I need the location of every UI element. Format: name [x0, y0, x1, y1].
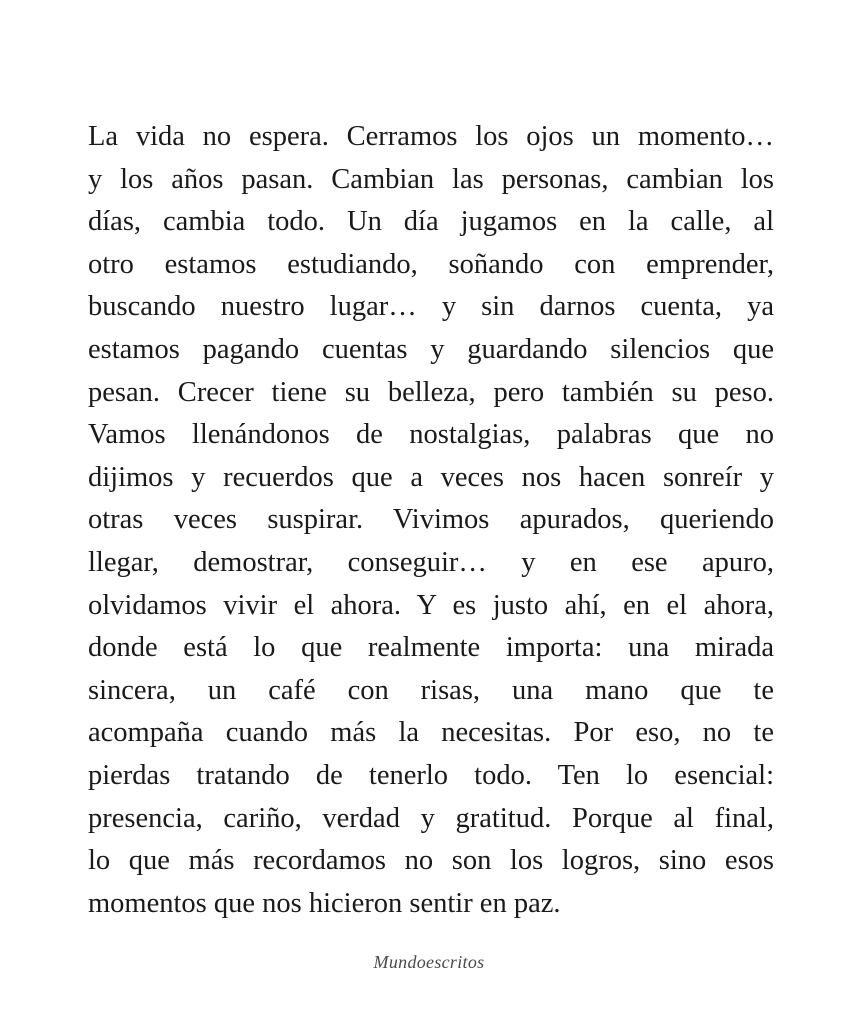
text-line: pierdas tratando de tenerlo todo. Ten lo esencial:	[88, 759, 774, 791]
text-line: y los años pasan. Cambian las personas, cambian los	[88, 163, 774, 195]
text-line: dijimos y recuerdos que a veces nos hacen sonreír y	[88, 461, 774, 493]
text-line: buscando nuestro lugar… y sin darnos cuenta, ya	[88, 291, 774, 323]
author-signature: Mundoescritos	[373, 952, 485, 972]
text-line: donde está lo que realmente importa: una mirada	[88, 632, 774, 664]
text-line: La vida no espera. Cerramos los ojos un momento…	[88, 121, 774, 152]
text-line: olvidamos vivir el ahora. Y es justo ahí, en el ahora,	[88, 589, 774, 621]
text-line: lo que más recordamos no son los logros, sino esos	[88, 845, 774, 877]
text-line: acompaña cuando más la necesitas. Por eso, no te	[88, 717, 774, 749]
body-text	[88, 116, 774, 925]
text-line: otro estamos estudiando, soñando con emprender,	[88, 248, 774, 280]
text-line: otras veces suspirar. Vivimos apurados, queriendo	[88, 504, 774, 536]
text-line: estamos pagando cuentas y guardando silencios que	[88, 333, 774, 365]
text-line: Vamos llenándonos de nostalgias, palabras que no	[88, 419, 774, 451]
text-line: llegar, demostrar, conseguir… y en ese apuro,	[88, 546, 774, 578]
text-line: días, cambia todo. Un día jugamos en la calle, al	[88, 206, 774, 238]
text-line: sincera, un café con risas, una mano que te	[88, 674, 774, 706]
text-line: presencia, cariño, verdad y gratitud. Porque al final,	[88, 802, 774, 834]
text-line: pesan. Crecer tiene su belleza, pero también su peso.	[88, 376, 774, 408]
text-line: momentos que nos hicieron sentir en paz.	[88, 887, 561, 919]
